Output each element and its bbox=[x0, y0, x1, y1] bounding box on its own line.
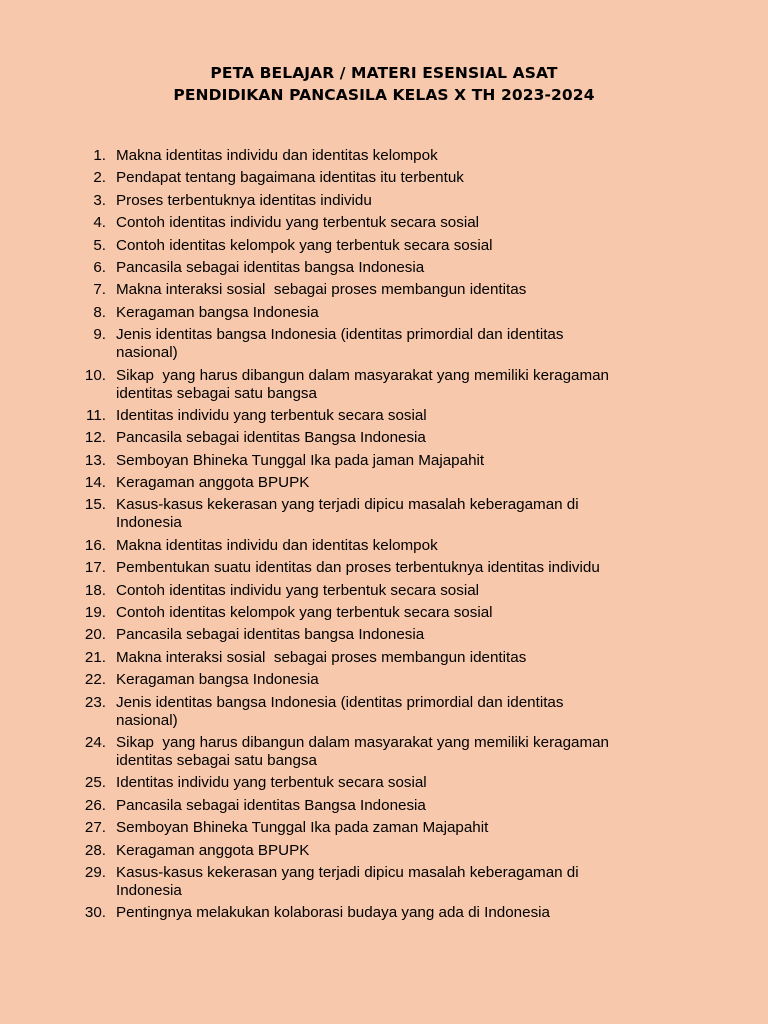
list-item-text: Identitas individu yang terbentuk secara sosial bbox=[116, 406, 427, 424]
list-item bbox=[0, 649, 768, 667]
list-item-text: Pancasila sebagai identitas bangsa Indonesia bbox=[116, 258, 425, 276]
list-item-number: 20. bbox=[84, 626, 106, 644]
list-item-text: Jenis identitas bangsa Indonesia (identitas primordial dan identitas nasional) bbox=[116, 693, 568, 729]
list-item bbox=[0, 304, 768, 322]
list-item bbox=[0, 904, 768, 922]
list-item-text: Pancasila sebagai identitas bangsa Indonesia bbox=[116, 626, 425, 644]
list-item-number: 1. bbox=[93, 147, 106, 164]
list-item bbox=[0, 864, 768, 900]
title-line-2: PENDIDIKAN PANCASILA KELAS X TH 2023-2024 bbox=[173, 86, 595, 104]
list-item bbox=[0, 237, 768, 255]
list-item-text: Sikap yang harus dibangun dalam masyarakat yang memiliki keragaman identitas sebagai satu bangsa bbox=[116, 366, 614, 402]
list-item bbox=[0, 407, 768, 425]
list-item-text: Kasus-kasus kekerasan yang terjadi dipicu masalah keberagaman di Indonesia bbox=[116, 863, 583, 899]
list-item-text: Kasus-kasus kekerasan yang terjadi dipicu masalah keberagaman di Indonesia bbox=[116, 496, 583, 532]
list-item-number: 28. bbox=[84, 841, 106, 859]
list-item-number: 25. bbox=[84, 774, 106, 792]
list-item-number: 22. bbox=[84, 671, 106, 689]
list-item-text: Contoh identitas kelompok yang terbentuk secara sosial bbox=[116, 604, 493, 622]
list-item bbox=[0, 214, 768, 232]
list-item bbox=[0, 694, 768, 730]
list-item bbox=[0, 797, 768, 815]
list-item bbox=[0, 819, 768, 837]
list-item-number: 5. bbox=[93, 236, 106, 254]
list-item-text: Makna identitas individu dan identitas kelompok bbox=[116, 147, 438, 164]
list-item bbox=[0, 147, 768, 165]
list-item-number: 23. bbox=[84, 693, 106, 711]
list-item bbox=[0, 474, 768, 492]
list-item-number: 24. bbox=[84, 733, 106, 751]
list-item-text: Makna interaksi sosial sebagai proses membangun identitas bbox=[116, 648, 527, 666]
list-item-number: 30. bbox=[84, 904, 106, 922]
list-item bbox=[0, 626, 768, 644]
list-item-number: 27. bbox=[84, 819, 106, 837]
list-item-text: Keragaman anggota BPUPK bbox=[116, 841, 310, 859]
list-item-number: 15. bbox=[84, 496, 106, 514]
list-item-text: Identitas individu yang terbentuk secara sosial bbox=[116, 774, 427, 792]
list-item bbox=[0, 367, 768, 403]
list-item bbox=[0, 169, 768, 187]
list-item-number: 18. bbox=[84, 581, 106, 599]
list-item-text: Keragaman bangsa Indonesia bbox=[116, 671, 319, 689]
list-item bbox=[0, 582, 768, 600]
list-item-number: 3. bbox=[93, 191, 106, 209]
list-item-text: Pancasila sebagai identitas Bangsa Indonesia bbox=[116, 429, 426, 447]
list-item-number: 21. bbox=[84, 648, 106, 666]
list-item-text: Makna identitas individu dan identitas kelompok bbox=[116, 536, 438, 554]
list-item-text: Pembentukan suatu identitas dan proses terbentuknya identitas individu bbox=[116, 559, 600, 577]
list-item-number: 7. bbox=[93, 281, 106, 299]
list-item-text: Contoh identitas individu yang terbentuk secara sosial bbox=[116, 214, 480, 232]
list-item-text: Pancasila sebagai identitas Bangsa Indonesia bbox=[116, 796, 426, 814]
list-item bbox=[0, 281, 768, 299]
list-item-text: Makna interaksi sosial sebagai proses membangun identitas bbox=[116, 281, 527, 299]
list-item-number: 29. bbox=[84, 863, 106, 881]
list-item bbox=[0, 192, 768, 210]
list-item bbox=[0, 671, 768, 689]
list-item bbox=[0, 559, 768, 577]
list-item bbox=[0, 429, 768, 447]
list-item-text: Pentingnya melakukan kolaborasi budaya yang ada di Indonesia bbox=[116, 904, 550, 922]
list-item-text: Semboyan Bhineka Tunggal Ika pada jaman Majapahit bbox=[116, 451, 485, 469]
title-line-1: PETA BELAJAR / MATERI ESENSIAL ASAT bbox=[210, 64, 558, 82]
list-item-number: 12. bbox=[84, 429, 106, 447]
list-item-text: Proses terbentuknya identitas individu bbox=[116, 191, 372, 209]
list-item-text: Pendapat tentang bagaimana identitas itu terbentuk bbox=[116, 169, 464, 187]
list-item-text: Keragaman bangsa Indonesia bbox=[116, 303, 319, 321]
list-item-number: 8. bbox=[93, 303, 106, 321]
list-item-text: Semboyan Bhineka Tunggal Ika pada zaman Majapahit bbox=[116, 819, 489, 837]
list-item bbox=[0, 496, 768, 532]
list-item-number: 6. bbox=[93, 258, 106, 276]
list-item-number: 17. bbox=[84, 559, 106, 577]
list-item-text: Contoh identitas kelompok yang terbentuk secara sosial bbox=[116, 236, 493, 254]
list-item-number: 4. bbox=[93, 214, 106, 232]
list-item-number: 13. bbox=[84, 451, 106, 469]
list-item bbox=[0, 259, 768, 277]
list-item bbox=[0, 604, 768, 622]
list-item-text: Contoh identitas individu yang terbentuk secara sosial bbox=[116, 581, 480, 599]
list-item bbox=[0, 452, 768, 470]
list-item-number: 10. bbox=[84, 366, 106, 384]
list-item-number: 9. bbox=[93, 326, 106, 344]
list-item bbox=[0, 537, 768, 555]
list-item-text: Keragaman anggota BPUPK bbox=[116, 474, 310, 492]
list-item bbox=[0, 326, 768, 362]
list-item-number: 11. bbox=[86, 406, 106, 424]
list-item bbox=[0, 734, 768, 770]
list-item-number: 19. bbox=[84, 604, 106, 622]
document-title bbox=[0, 62, 768, 106]
list-item-text: Sikap yang harus dibangun dalam masyarakat yang memiliki keragaman identitas sebagai satu bangsa bbox=[116, 733, 614, 769]
list-item-number: 14. bbox=[84, 474, 106, 492]
list-item bbox=[0, 774, 768, 792]
list-item-number: 16. bbox=[84, 536, 106, 554]
list-item-text: Jenis identitas bangsa Indonesia (identitas primordial dan identitas nasional) bbox=[116, 326, 568, 362]
topic-list bbox=[0, 147, 768, 927]
list-item bbox=[0, 842, 768, 860]
list-item-number: 26. bbox=[84, 796, 106, 814]
list-item-number: 2. bbox=[93, 169, 106, 187]
